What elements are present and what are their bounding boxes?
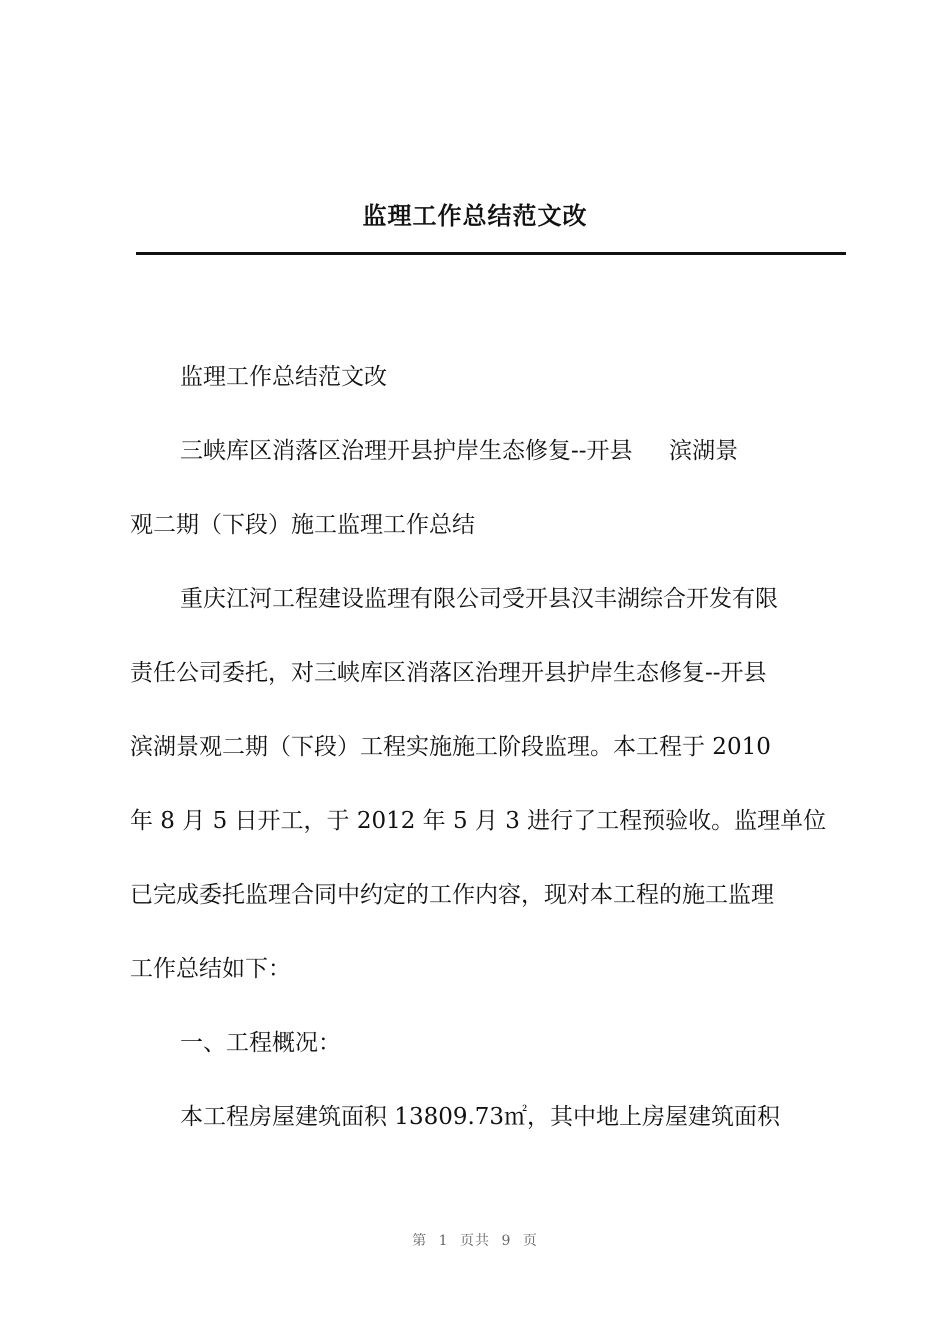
paragraph-line: 本工程房屋建筑面积 13809.73㎡，其中地上房屋建筑面积 bbox=[180, 1104, 781, 1130]
section-heading: 一、工程概况： bbox=[180, 1030, 341, 1056]
paragraph-line: 重庆江河工程建设监理有限公司受开县汉丰湖综合开发有限 bbox=[180, 586, 778, 612]
paragraph-line: 责任公司委托，对三峡库区消落区治理开县护岸生态修复--开县 bbox=[130, 660, 767, 686]
paragraph-heading: 监理工作总结范文改 bbox=[180, 364, 387, 390]
footer-prefix: 第 bbox=[412, 1233, 428, 1249]
paragraph-line: 三峡库区消落区治理开县护岸生态修复--开县 滨湖景 bbox=[180, 438, 739, 464]
page-footer bbox=[0, 1230, 950, 1250]
title-divider bbox=[136, 252, 846, 255]
paragraph-line: 工作总结如下： bbox=[130, 956, 291, 982]
footer-suffix: 页 bbox=[522, 1233, 538, 1249]
paragraph-line: 年 8 月 5 日开工，于 2012 年 5 月 3 进行了工程预验收。监理单位 bbox=[130, 808, 827, 834]
document-body bbox=[130, 340, 842, 1154]
document-title: 监理工作总结范文改 bbox=[362, 201, 588, 230]
paragraph-line: 观二期（下段）施工监理工作总结 bbox=[130, 512, 475, 538]
footer-mid: 页共 bbox=[460, 1233, 490, 1249]
footer-page-number: 1 bbox=[438, 1233, 449, 1249]
footer-total-pages: 9 bbox=[501, 1233, 512, 1249]
paragraph-line: 滨湖景观二期（下段）工程实施施工阶段监理。本工程于 2010 bbox=[130, 734, 771, 760]
paragraph-line: 已完成委托监理合同中约定的工作内容，现对本工程的施工监理 bbox=[130, 882, 774, 908]
